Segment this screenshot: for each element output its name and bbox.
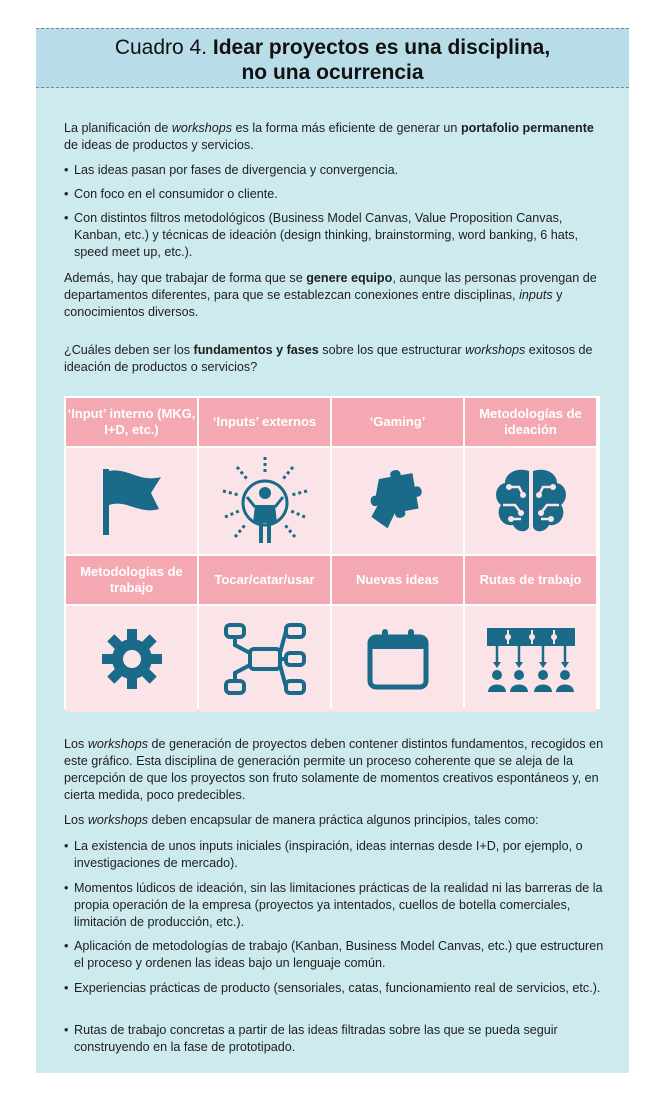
list-item: • Experiencias prácticas de producto (sensoriales, catas, funcionamiento real de servicios, etc.). [64, 980, 609, 997]
list-item: • Rutas de trabajo concretas a partir de las ideas filtradas sobre las que se pueda seguir construyendo en la fase de prototipado. [64, 1022, 609, 1056]
grid-cell-flag [66, 448, 197, 554]
list-item: • Con distintos filtros metodológicos (Business Model Canvas, Value Proposition Canvas, Kanban, etc.) y técnicas de ideación (design thinking, brainstorming, word banking, 6 hats, speed meet up, etc.). [64, 210, 609, 261]
bullet-list-1b [64, 186, 609, 203]
bullet-list-2e [64, 1022, 609, 1056]
grid-header-nuevas-ideas: Nuevas ideas [332, 556, 463, 604]
list-item: • Momentos lúdicos de ideación, sin las limitaciones prácticas de la realidad ni las barreras de la propia operación de la empresa (proyectos ya intentados, cuellos de botella comerciales, limitación de producción, etc.). [64, 880, 609, 931]
intro-paragraph: La planificación de workshops es la forma más eficiente de generar un portafolio permanente de ideas de productos y servicios. [64, 121, 594, 152]
bullet-list-1c [64, 210, 609, 261]
grid-header-metodologias-trabajo: Metodologías de trabajo [66, 556, 197, 604]
mindmap-icon [220, 621, 310, 697]
grid-header-metodologias-ideacion: Metodologías de ideación [465, 398, 596, 446]
grid-cell-calendar [332, 606, 463, 712]
bullet-list-2d [64, 980, 609, 997]
grid-cell-puzzle [332, 448, 463, 554]
box-header [36, 28, 629, 88]
flag-icon [97, 461, 167, 541]
list-item: • La existencia de unos inputs iniciales (inspiración, ideas internas desde I+D, por ejemplo, o investigaciones de mercado). [64, 838, 609, 872]
box-title-part1: Idear proyectos es una disciplina, [212, 36, 551, 59]
grid-cell-gear [66, 606, 197, 712]
bullet-list-2a [64, 838, 609, 872]
puzzle-icon [363, 466, 433, 536]
grid-cell-mindmap [199, 606, 330, 712]
grid-cell-brain [465, 448, 596, 554]
grid-header-rutas-trabajo: Rutas de trabajo [465, 556, 596, 604]
box-title-line1 [36, 36, 629, 60]
grid-cell-speaker [199, 448, 330, 554]
grid-header-gaming: ‘Gaming’ [332, 398, 463, 446]
bullet-list-1 [64, 162, 609, 179]
box-title-line2: no una ocurrencia [241, 61, 424, 84]
paragraph-team: Además, hay que trabajar de forma que se genere equipo, aunque las personas provengan de departamentos diferentes, para que se establezcan conexiones entre disciplinas, inputs y conocimientos diversos. [64, 271, 597, 319]
speaker-ideas-icon [217, 453, 313, 549]
paragraph-question: ¿Cuáles deben ser los fundamentos y fases sobre los que estructurar workshops exitosos de ideación de productos o servicios? [64, 343, 593, 374]
paragraph-workshops: Los workshops de generación de proyectos deben contener distintos fundamentos, recogidos en este gráfico. Esta disciplina de generación permite un proceso coherente que se aleja de la percepción de que los proyectos son fruto solamente de momentos creativos espontáneos y, en cierta medida, poco predecibles. [64, 737, 604, 802]
box-number: Cuadro 4. [114, 36, 208, 59]
grid-header-tocar-catar-usar: Tocar/catar/usar [199, 556, 330, 604]
gear-icon [100, 627, 164, 691]
fundamentals-grid [64, 396, 600, 709]
list-item: • Aplicación de metodologías de trabajo (Kanban, Business Model Canvas, etc.) que estructuren el proceso y ordenen las ideas bajo un lenguaje común. [64, 938, 609, 972]
bullet-list-2c [64, 938, 609, 972]
grid-cell-workflow [465, 606, 596, 712]
calendar-icon [366, 627, 430, 691]
grid-header-input-interno: ‘Input’ interno (MKG, I+D, etc.) [66, 398, 197, 446]
list-item: • Las ideas pasan por fases de divergencia y convergencia. [64, 162, 609, 179]
sidebar-box [36, 28, 629, 1073]
paragraph-principles: Los workshops deben encapsular de manera práctica algunos principios, tales como: [64, 813, 539, 827]
grid-header-inputs-externos: ‘Inputs’ externos [199, 398, 330, 446]
bullet-list-2b [64, 880, 609, 931]
workflow-icon [485, 624, 577, 694]
brain-icon [491, 465, 571, 537]
list-item: • Con foco en el consumidor o cliente. [64, 186, 609, 203]
